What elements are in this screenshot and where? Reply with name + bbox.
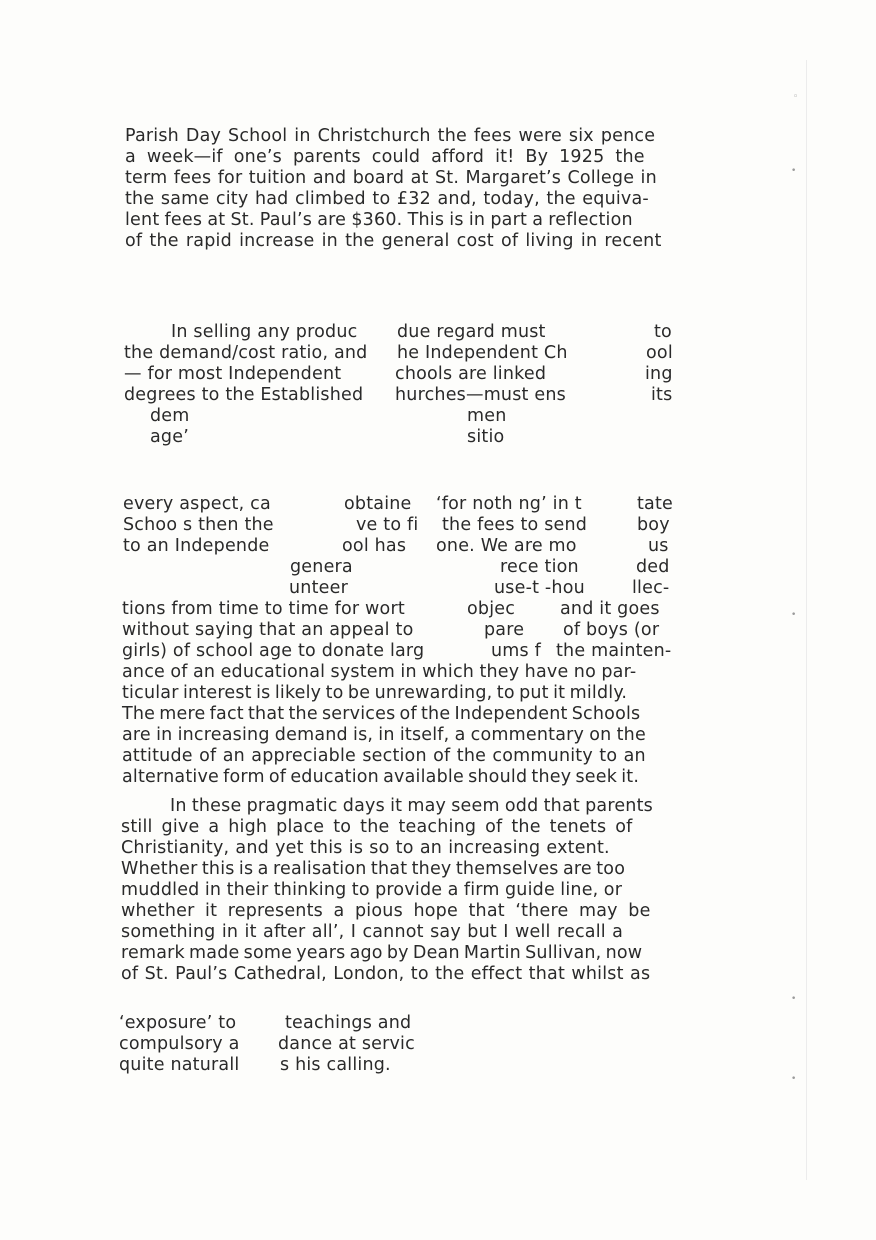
text-line: something in it after all’, I cannot say but I well recall a [121, 922, 624, 942]
text-line: Christianity, and yet this is so to an increasing extent. [121, 838, 610, 858]
text-line: the same city had climbed to £32 and, today, the equiva- [125, 189, 649, 209]
text-fragment: degrees to the Established [124, 385, 364, 405]
text-fragment: boy [637, 515, 670, 535]
text-fragment: ‘exposure’ to [119, 1013, 237, 1033]
text-line: ticular interest is likely to be unrewarding, to put it mildly. [122, 683, 628, 703]
text-fragment: one. We are mo [436, 536, 577, 556]
text-line: still give a high place to the teaching of the tenets of [121, 817, 633, 837]
scan-edge-line [806, 60, 807, 1180]
text-line: of St. Paul’s Cathedral, London, to the effect that whilst as [121, 964, 651, 984]
text-fragment: ‘for noth ng’ in t [436, 494, 582, 514]
text-fragment: and it goes [560, 599, 660, 619]
scan-speck: ◦ [793, 92, 799, 102]
text-line: The mere fact that the services of the Independent Schools [122, 704, 641, 724]
text-fragment: genera [290, 557, 353, 577]
text-fragment: to an Independe [123, 536, 270, 556]
text-fragment: without saying that an appeal to [122, 620, 414, 640]
text-fragment: ool has [342, 536, 407, 556]
text-line: In these pragmatic days it may seem odd that parents [170, 796, 653, 816]
text-fragment: dem [150, 406, 190, 426]
text-fragment: to [654, 322, 672, 342]
text-fragment: the fees to send [442, 515, 588, 535]
text-line: attitude of an appreciable section of the community to an [122, 746, 646, 766]
text-line: of the rapid increase in the general cost of living in recent [125, 231, 662, 251]
text-fragment: chools are linked [395, 364, 547, 384]
text-fragment: compulsory a [119, 1034, 240, 1054]
text-line: lent fees at St. Paul’s are $360. This is in part a reflection [125, 210, 633, 230]
text-fragment: us [648, 536, 669, 556]
text-fragment: rece tion [500, 557, 579, 577]
text-fragment: ve to fi [356, 515, 419, 535]
scan-speck: • [791, 1074, 797, 1084]
text-line: remark made some years ago by Dean Martin Sullivan, now [121, 943, 643, 963]
scan-speck: • [791, 994, 797, 1004]
text-fragment: ool [646, 343, 673, 363]
text-fragment: use-t -hou [494, 578, 585, 598]
text-fragment: hurches—must ens [395, 385, 566, 405]
text-line: Parish Day School in Christchurch the fees were six pence [125, 126, 656, 146]
text-fragment: teachings and [285, 1013, 412, 1033]
text-fragment: age’ [150, 427, 189, 447]
text-line: Whether this is a realisation that they themselves are too [121, 859, 626, 879]
text-fragment: s his calling. [280, 1055, 391, 1075]
text-fragment: men [467, 406, 507, 426]
text-fragment: pare [484, 620, 525, 640]
text-fragment: the mainten- [556, 641, 672, 661]
text-fragment: unteer [289, 578, 348, 598]
text-fragment: girls) of school age to donate larg [122, 641, 425, 661]
text-fragment: ing [645, 364, 673, 384]
text-fragment: — for most Independent [124, 364, 342, 384]
text-fragment: In selling any produc [171, 322, 358, 342]
text-fragment: of boys (or [563, 620, 660, 640]
scan-speck: • [791, 610, 797, 620]
scan-speck: • [791, 166, 797, 176]
text-line: whether it represents a pious hope that ‘there may be [121, 901, 651, 921]
text-fragment: he Independent Ch [397, 343, 568, 363]
text-fragment: tions from time to time for wort [122, 599, 405, 619]
text-fragment: its [651, 385, 673, 405]
text-line: term fees for tuition and board at St. Margaret’s College in [125, 168, 657, 188]
text-line: alternative form of education available should they seek it. [122, 767, 640, 787]
text-line: muddled in their thinking to provide a firm guide line, or [121, 880, 623, 900]
text-line: are in increasing demand is, in itself, a commentary on the [122, 725, 646, 745]
text-fragment: sitio [467, 427, 505, 447]
text-fragment: llec- [632, 578, 670, 598]
text-fragment: ded [636, 557, 670, 577]
text-fragment: tate [637, 494, 674, 514]
text-fragment: objec [467, 599, 516, 619]
text-fragment: obtaine [344, 494, 412, 514]
text-line: a week—if one’s parents could afford it! By 1925 the [125, 147, 645, 167]
text-fragment: due regard must [397, 322, 546, 342]
text-fragment: ums f [491, 641, 541, 661]
text-fragment: dance at servic [278, 1034, 415, 1054]
text-fragment: the demand/cost ratio, and [124, 343, 368, 363]
text-fragment: Schoo s then the [123, 515, 274, 535]
text-fragment: quite naturall [119, 1055, 240, 1075]
text-line: ance of an educational system in which they have no par- [122, 662, 637, 682]
text-fragment: every aspect, ca [123, 494, 271, 514]
